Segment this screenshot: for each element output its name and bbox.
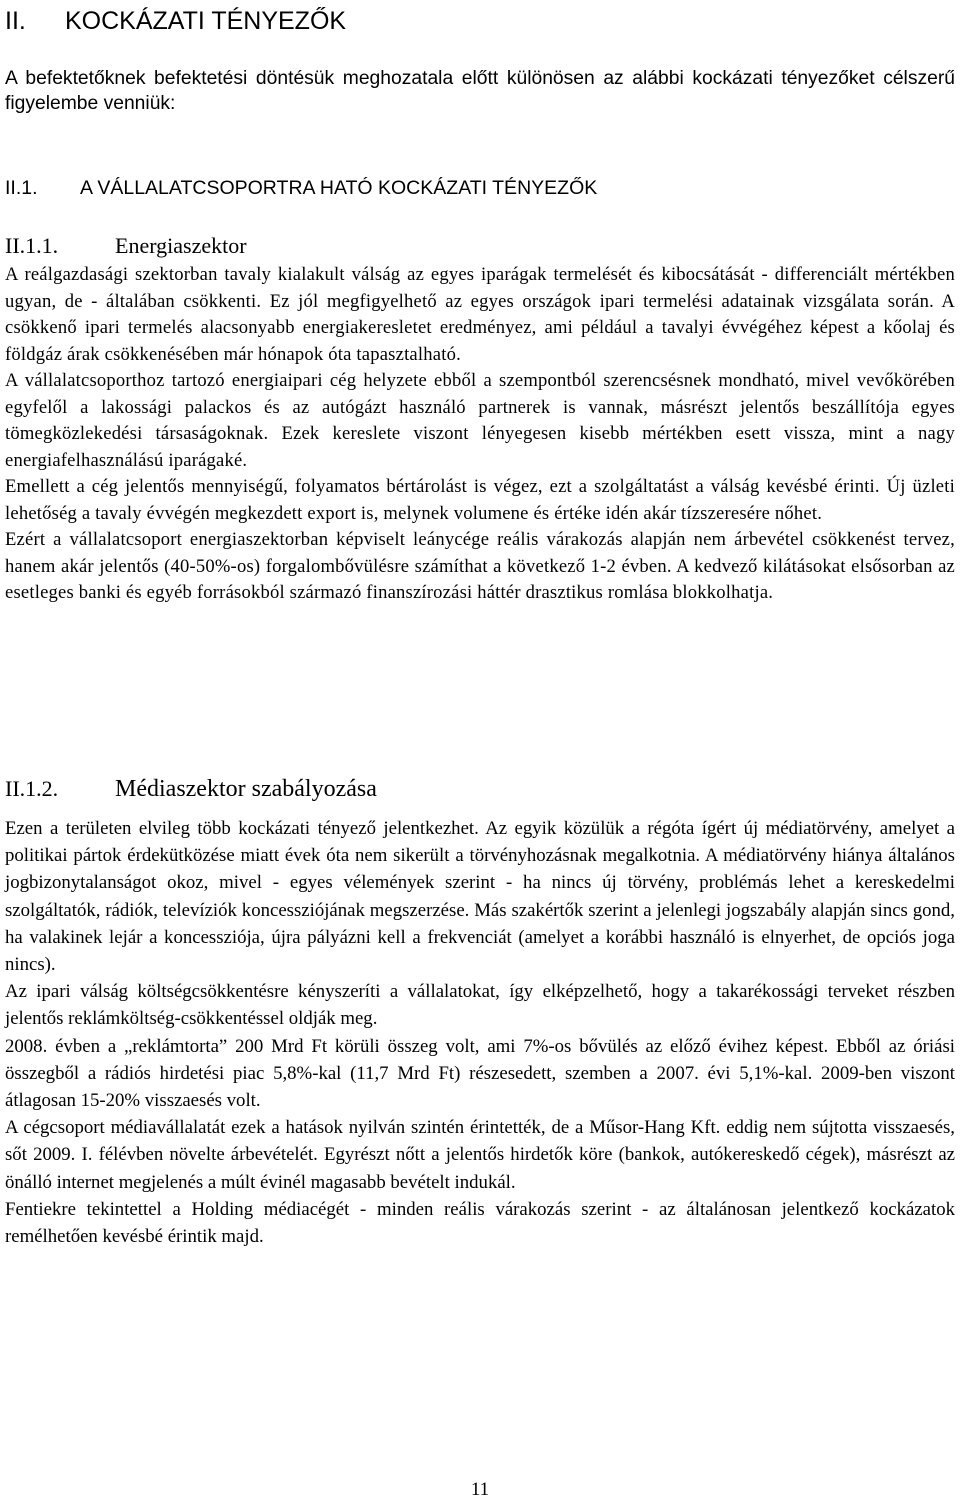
paragraph: A reálgazdasági szektorban tavaly kialakult válság az egyes iparágak termelését és kibocsátását - differenciált mértékben ugyan, de - általában csökkenti. Ez jól megfigyelhető az egyes országok ipari termelési adatainak vizsgálata során. A csökkenő ipari termelés alacsonyabb energiakeresletet eredményez, ami például a tavalyi évvégéhez képest a kőolaj és földgáz árak csökkenésében már hónapok óta tapasztalható. bbox=[5, 264, 955, 365]
section-number: II.1. bbox=[5, 177, 38, 199]
media-section-body bbox=[5, 815, 955, 1250]
section-title: A VÁLLALATCSOPORTRA HATÓ KOCKÁZATI TÉNYEZŐK bbox=[80, 177, 598, 199]
paragraph: Az ipari válság költségcsökkentésre kényszeríti a vállalatokat, így elképzelhető, hogy a takarékossági terveket részben jelentős reklámköltség-csökkentéssel oldják meg. bbox=[5, 981, 955, 1030]
energy-section-body bbox=[5, 262, 955, 607]
paragraph: 2008. évben a „reklámtorta” 200 Mrd Ft körüli összeg volt, ami 7%-os bővülés az előző évihez képest. Ebből az óriási összegből a rádiós hirdetési piac 5,8%-kal (11,7 Mrd Ft) részesedett, szemben a 2007. évi 5,1%-kal. 2009-ben viszont átlagosan 15-20% visszaesés volt. bbox=[5, 1035, 955, 1112]
section-heading bbox=[5, 175, 597, 201]
paragraph: Ezért a vállalatcsoport energiaszektorban képviselt leánycége reális várakozás alapján nem árbevétel csökkenést tervez, hanem akár jelentős (40-50%-os) forgalombővülésre számíthat a következő 1-2 évben. A kedvező kilátásokat elsősorban az esetleges banki és egyéb forrásokból származó finanszírozási háttér drasztikus romlása blokkolhatja. bbox=[5, 529, 955, 603]
paragraph: Emellett a cég jelentős mennyiségű, folyamatos bértárolást is végez, ezt a szolgáltatást a válság kevésbé érinti. Új üzleti lehetőség a tavaly évvégén megkezdett export is, melynek volumene és értéke idén akár tízszeresére nőhet. bbox=[5, 476, 955, 524]
page-number: 11 bbox=[470, 1479, 490, 1500]
paragraph: A vállalatcsoporthoz tartozó energiaipari cég helyzete ebből a szempontból szerencsésnek mondható, mivel vevőkörében egyfelől a lakossági palackos és az autógázt használó partnerek is vannak, másrészt jelentős beszállítója egyes tömegközlekedési társaságoknak. Ezek kereslete viszont lényegesen kisebb mértékben esett vissza, mint a nagy energiafelhasználású iparágaké. bbox=[5, 370, 955, 471]
paragraph: Fentiekre tekintettel a Holding médiacégét - minden reális várakozás szerint - az általánosan jelentkező kockázatok remélhetően kevésbé érintik majd. bbox=[5, 1198, 955, 1248]
subsection-title: Energiaszektor bbox=[115, 233, 247, 258]
chapter-intro: A befektetőknek befektetési döntésük meghozatala előtt különösen az alábbi kockázati tényezőket célszerű figyelembe venniük: bbox=[5, 68, 955, 114]
subsection-heading-energy bbox=[5, 232, 247, 260]
paragraph: A cégcsoport médiavállalatát ezek a hatások nyilván szintén érintették, de a Műsor-Hang Kft. eddig nem sújtotta visszaesés, sőt 2009. I. félévben növelte árbevételét. Egyrészt nőtt a jelentős hirdetők köre (bankok, autókereskedő cégek), másrészt az önálló internet megjelenés a múlt évinél magasabb bevételt indukál. bbox=[5, 1117, 955, 1193]
subsection-number: II.1.2. bbox=[5, 776, 59, 801]
subsection-number: II.1.1. bbox=[5, 233, 59, 258]
paragraph: Ezen a területen elvileg több kockázati tényező jelentkezhet. Az egyik közülük a régóta ígért új médiatörvény, amelyet a politikai pártok érdekütközése miatt évek óta nem sikerült a törvényhozásnak megalkotnia. A médiatörvény hiánya általános jogbizonytalanságot okoz, mivel - egyes vélemények szerint - ha nincs új törvény, problémás lehet a kereskedelmi szolgáltatók, rádiók, televíziók koncessziójának megszerzése. Más szakértők szerint a jelenlegi jogszabály alapján sincs gond, ha valakinek lejár a koncessziója, újra pályázni kell a frekvenciát (amelyet a korábbi használó is elnyerhet, de opciós joga nincs). bbox=[5, 818, 955, 976]
chapter-heading bbox=[5, 6, 346, 36]
chapter-number: II. bbox=[5, 7, 26, 35]
subsection-title: Médiaszektor szabályozása bbox=[115, 776, 377, 802]
chapter-title: KOCKÁZATI TÉNYEZŐK bbox=[65, 7, 347, 35]
subsection-heading-media bbox=[5, 774, 377, 804]
